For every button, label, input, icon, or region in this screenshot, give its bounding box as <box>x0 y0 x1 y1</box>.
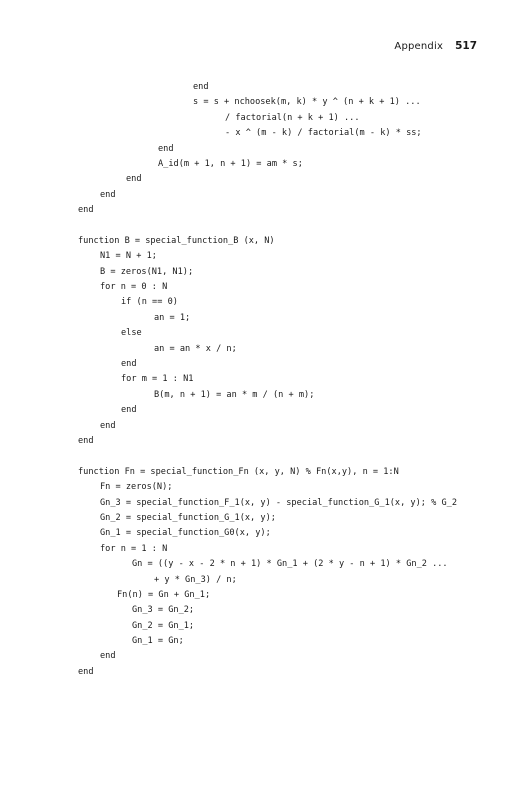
code-line: end <box>193 82 209 92</box>
code-line: for n = 0 : N <box>100 282 168 293</box>
code-line: A_id(m + 1, n + 1) = am * s; <box>158 158 303 169</box>
code-line: for m = 1 : N1 <box>121 374 194 385</box>
page-number: 517 <box>455 40 477 52</box>
code-line: end <box>78 205 94 216</box>
code-line: end <box>121 405 137 416</box>
code-line: s = s + nchoosek(m, k) * y ^ (n + k + 1) ... <box>193 97 421 108</box>
code-line: Gn_2 = special_function_G_1(x, y); <box>100 512 276 523</box>
code-line: B(m, n + 1) = an * m / (n + m); <box>154 389 315 400</box>
code-line: function Fn = special_function_Fn (x, y, N) % Fn(x,y), n = 1:N <box>78 466 399 477</box>
code-line: end <box>126 174 142 185</box>
code-line: end <box>121 359 137 370</box>
code-line: Gn_2 = Gn_1; <box>132 620 195 631</box>
code-line: Gn = ((y - x - 2 * n + 1) * Gn_1 + (2 * y - n + 1) * Gn_2 ... <box>132 559 448 570</box>
code-line: Fn(n) = Gn + Gn_1; <box>117 589 211 600</box>
code-line <box>0 449 457 464</box>
code-line: function B = special_function_B (x, N) <box>78 235 275 246</box>
code-line: Gn_1 = Gn; <box>132 636 184 647</box>
code-line: end <box>158 143 174 154</box>
code-line: an = an * x / n; <box>154 343 237 354</box>
code-line: end <box>100 420 116 431</box>
code-line: Gn_3 = special_function_F_1(x, y) - special_function_G_1(x, y); % G_2 <box>100 497 457 508</box>
code-line: N1 = N + 1; <box>100 251 157 262</box>
code-line: B = zeros(N1, N1); <box>100 266 194 277</box>
code-line: Gn_3 = Gn_2; <box>132 605 195 616</box>
code-line: if (n == 0) <box>121 297 178 308</box>
code-line: Fn = zeros(N); <box>100 482 173 493</box>
code-line: end <box>100 189 116 200</box>
code-line: Gn_1 = special_function_G0(x, y); <box>100 528 271 539</box>
code-line: for n = 1 : N <box>100 543 168 554</box>
running-head-section: Appendix <box>394 41 444 52</box>
code-listing <box>0 80 457 680</box>
code-line: - x ^ (m - k) / factorial(m - k) * ss; <box>225 128 422 139</box>
code-line: end <box>78 666 94 677</box>
page-header <box>394 40 477 52</box>
code-line: an = 1; <box>154 312 191 323</box>
code-line: + y * Gn_3) / n; <box>154 574 237 585</box>
code-line: / factorial(n + k + 1) ... <box>225 112 360 123</box>
code-line: end <box>100 651 116 662</box>
code-line <box>0 219 457 234</box>
code-line: end <box>78 435 94 446</box>
code-line: else <box>121 328 142 339</box>
